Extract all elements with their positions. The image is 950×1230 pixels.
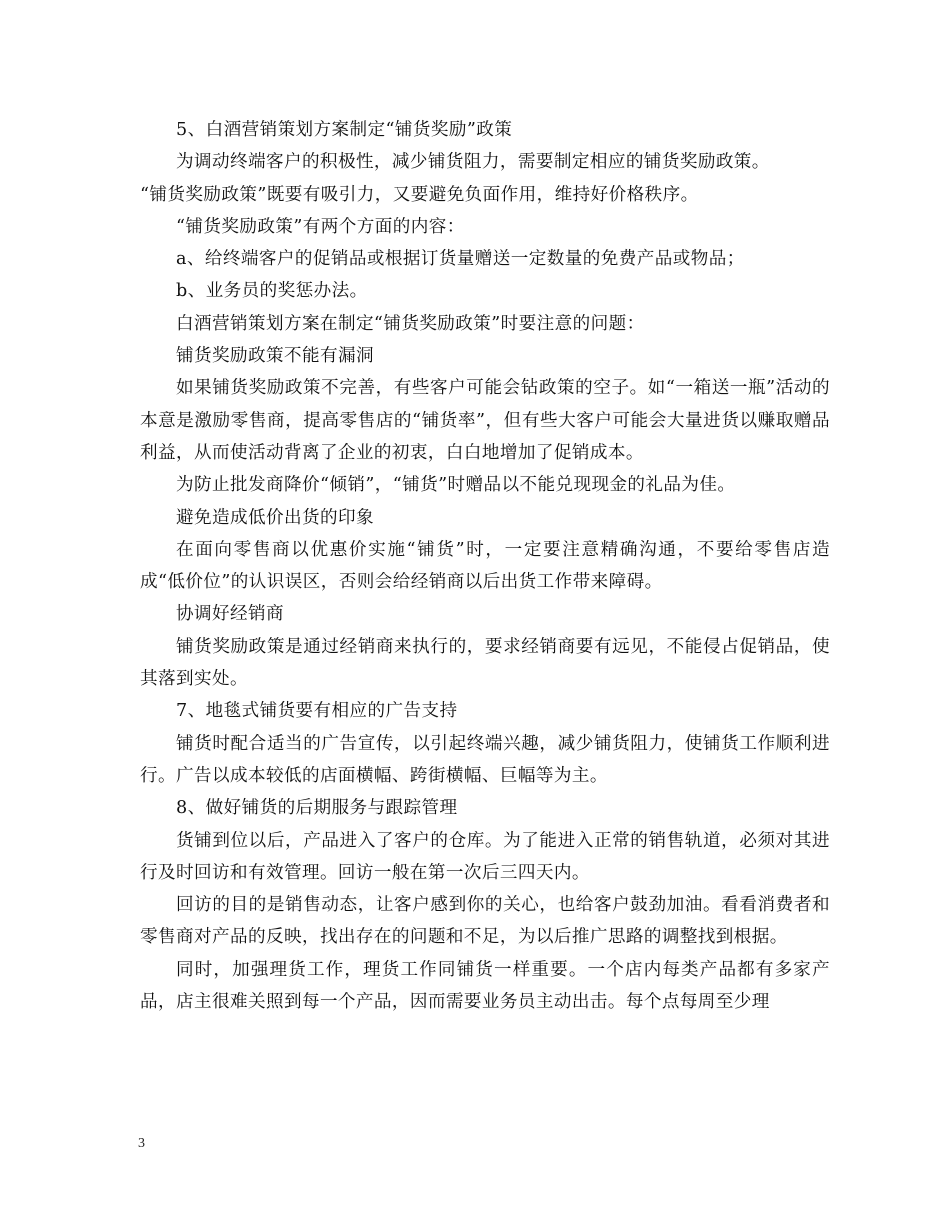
page-number: 3	[138, 1136, 145, 1151]
paragraph: 铺货奖励政策是通过经销商来执行的，要求经销商要有远见，不能侵占促销品，使其落到实处。	[140, 636, 830, 690]
paragraph: “铺货奖励政策”既要有吸引力，又要避免负面作用，维持好价格秩序。	[140, 184, 699, 205]
paragraph: 回访的目的是销售动态，让客户感到你的关心，也给客户鼓劲加油。看看消费者和零售商对产品的反映，找出存在的问题和不足，为以后推广思路的调整找到根据。	[140, 895, 830, 948]
section-heading-7: 7、地毯式铺货要有相应的广告支持	[176, 701, 458, 722]
subheading: 铺货奖励政策不能有漏洞	[176, 346, 374, 367]
paragraph: “铺货奖励政策”有两个方面的内容：	[176, 216, 465, 237]
section-heading-8: 8、做好铺货的后期服务与跟踪管理	[176, 798, 458, 819]
paragraph: 为调动终端客户的积极性，减少铺货阻力，需要制定相应的铺货奖励政策。	[176, 152, 770, 173]
paragraph: 铺货时配合适当的广告宣传，以引起终端兴趣，减少铺货阻力，使铺货工作顺利进行。广告以成本较低的店面横幅、跨街横幅、巨幅等为主。	[140, 733, 830, 786]
paragraph: 同时，加强理货工作，理货工作同铺货一样重要。一个店内每类产品都有多家产品，店主很难关照到每一个产品，因而需要业务员主动出击。每个点每周至少理	[140, 959, 830, 1013]
list-item-b: b、业务员的奖惩办法。	[176, 281, 368, 302]
document-body	[140, 114, 830, 1018]
paragraph: 为防止批发商降价“倾销”，“铺货”时赠品以不能兑现现金的礼品为佳。	[176, 475, 736, 496]
paragraph: 白酒营销策划方案在制定“铺货奖励政策”时要注意的问题：	[176, 313, 645, 334]
subheading: 避免造成低价出货的印象	[176, 507, 374, 528]
paragraph: 如果铺货奖励政策不完善，有些客户可能会钻政策的空子。如“一箱送一瓶”活动的本意是激励零售商，提高零售店的“铺货率”，但有些大客户可能会大量进货以赚取赠品利益，从而使活动背离了企业的初衷，白白地增加了促销成本。	[140, 378, 830, 463]
paragraph: 在面向零售商以优惠价实施“铺货”时，一定要注意精确沟通，不要给零售店造成“低价位”的认识误区，否则会给经销商以后出货工作带来障碍。	[140, 539, 830, 593]
list-item-a: a、给终端客户的促销品或根据订货量赠送一定数量的免费产品或物品；	[176, 249, 745, 270]
section-heading-5: 5、白酒营销策划方案制定“铺货奖励”政策	[176, 120, 513, 140]
subheading: 协调好经销商	[176, 604, 284, 625]
paragraph: 货铺到位以后，产品进入了客户的仓库。为了能进入正常的销售轨道，必须对其进行及时回访和有效管理。回访一般在第一次后三四天内。	[140, 830, 830, 883]
